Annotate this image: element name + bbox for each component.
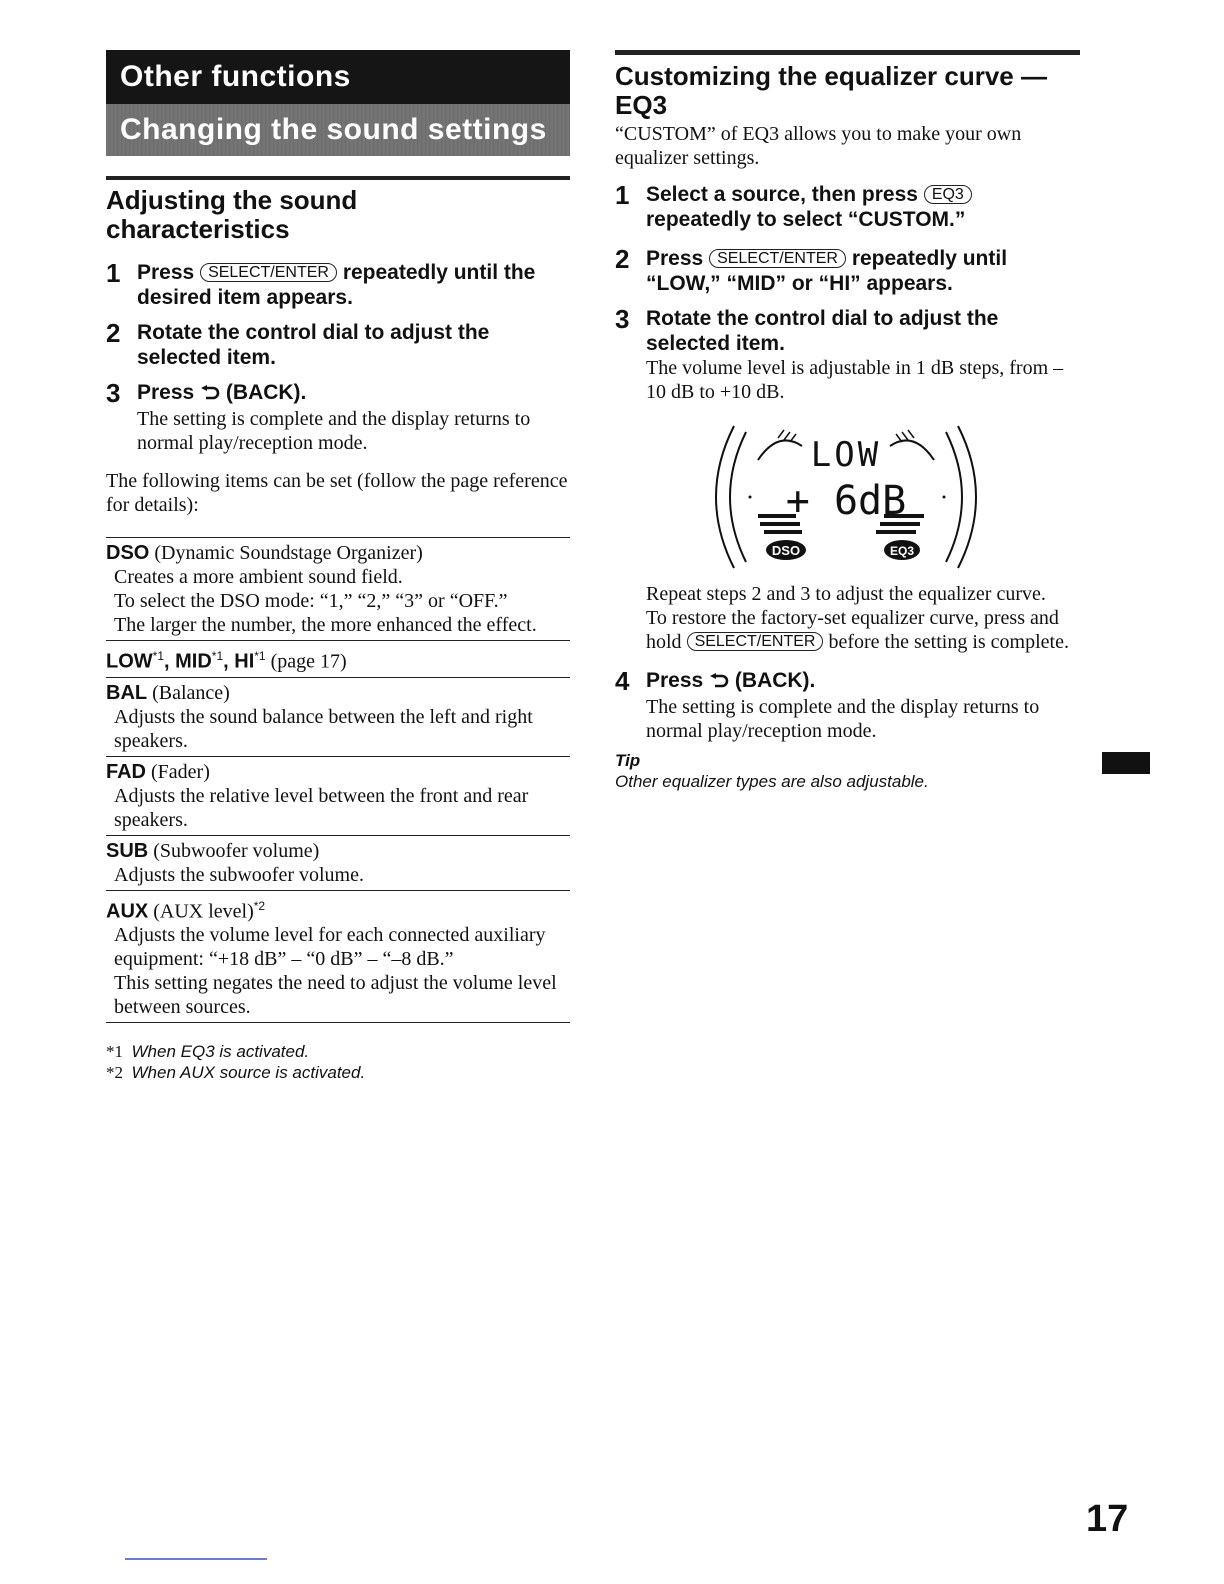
section-banner-title: Other functions <box>106 50 570 104</box>
item-key: FAD <box>106 760 146 783</box>
step-number: 2 <box>615 244 630 274</box>
item-label: (Balance) <box>152 681 230 704</box>
right-column <box>615 50 1080 793</box>
step-number: 2 <box>106 318 121 348</box>
item-key: MID <box>175 650 212 673</box>
tip-heading: Tip <box>615 751 641 770</box>
item-text: The larger the number, the more enhanced the effect. <box>114 614 537 636</box>
step-text: Rotate the control dial to adjust the selected item. <box>137 321 490 369</box>
item-key: AUX <box>106 900 149 923</box>
back-arrow-icon <box>200 382 220 407</box>
lcd-display-illustration <box>706 422 986 572</box>
right-step-1 <box>615 182 1080 232</box>
step-number: 4 <box>615 666 630 696</box>
right-step-4 <box>615 668 1080 743</box>
step-text: repeatedly until the desired item appears. <box>137 261 536 309</box>
footnote: *2 When AUX source is activated. <box>106 1063 366 1083</box>
step-description: The setting is complete and the display returns to normal play/reception mode. <box>646 696 1040 742</box>
dso-badge: DSO <box>771 543 801 558</box>
step-text: Press <box>646 669 704 692</box>
footnote-mark: *1 <box>152 649 164 663</box>
item-key: DSO <box>106 542 150 564</box>
step-text: repeatedly to select “CUSTOM.” <box>646 208 966 231</box>
select-enter-button-label: SELECT/ENTER <box>687 632 824 651</box>
item-label: (Subwoofer volume) <box>153 839 320 862</box>
left-step-2 <box>106 320 570 370</box>
select-enter-button-label: SELECT/ENTER <box>709 249 846 268</box>
step-description: The setting is complete and the display returns to normal play/reception mode. <box>137 408 531 454</box>
table-row <box>106 538 570 641</box>
left-column <box>106 50 570 1083</box>
items-intro: The following items can be set (follow the page reference for details): <box>106 470 568 516</box>
tip-text: Other equalizer types are also adjustable. <box>615 772 929 791</box>
item-text: This setting negates the need to adjust the volume level between sources. <box>114 972 557 1019</box>
footnote-mark: *2 <box>253 898 266 913</box>
step-text: Press <box>646 247 704 270</box>
section-banner-subtitle: Changing the sound settings <box>106 104 570 156</box>
left-step-3 <box>106 380 570 455</box>
table-row <box>106 678 570 757</box>
item-key: LOW <box>106 650 153 673</box>
item-key: SUB <box>106 839 149 862</box>
step-text: Press <box>137 261 195 284</box>
page-number: 17 <box>1086 1498 1129 1540</box>
back-arrow-icon <box>709 670 729 695</box>
step-text: Rotate the control dial to adjust the selected item. <box>646 307 999 355</box>
table-row <box>106 836 570 891</box>
table-row <box>106 891 570 1024</box>
step-text: (BACK). <box>734 669 816 692</box>
bottom-line <box>125 1558 267 1560</box>
footnotes <box>106 1041 570 1083</box>
right-step-2 <box>615 246 1080 296</box>
step-number: 1 <box>615 180 630 210</box>
item-text: Creates a more ambient sound field. <box>114 566 403 588</box>
step-number: 1 <box>106 258 121 288</box>
step-text: (BACK). <box>225 381 307 404</box>
right-intro: “CUSTOM” of EQ3 allows you to make your own equalizer settings. <box>615 123 1022 169</box>
right-step-3 <box>615 306 1080 654</box>
lcd-line-2: + 6dB <box>785 478 907 524</box>
left-heading: Adjusting the sound characteristics <box>106 185 358 244</box>
step-description: The volume level is adjustable in 1 dB steps, from –10 dB to +10 dB. <box>646 357 1064 403</box>
item-text: Adjusts the subwoofer volume. <box>114 863 364 886</box>
item-text: To select the DSO mode: “1,” “2,” “3” or “OFF.” <box>114 590 508 612</box>
item-label: (page 17) <box>270 650 347 673</box>
item-key: HI <box>234 650 255 673</box>
item-text: Adjusts the relative level between the front and rear speakers. <box>114 784 529 831</box>
table-row: LOW$^{*1}$, MID$^{*1}$, HI$^{*1}$ (page 17) <box>106 641 570 678</box>
step-text: Select a source, then press <box>646 183 918 206</box>
step-number: 3 <box>106 378 121 408</box>
item-label: (AUX level) <box>153 900 254 923</box>
left-step-1 <box>106 260 570 310</box>
thumb-tab-marker <box>1102 752 1150 774</box>
footnote: *1 When EQ3 is activated. <box>106 1042 310 1062</box>
repeat-text: Repeat steps 2 and 3 to adjust the equalizer curve. <box>646 583 1046 605</box>
step-number: 3 <box>615 304 630 334</box>
step-text: repeatedly until “LOW,” “MID” or “HI” appears. <box>646 247 1008 295</box>
item-label: (Dynamic Soundstage Organizer) <box>154 542 423 564</box>
right-heading: Customizing the equalizer curve — EQ3 <box>615 61 1047 120</box>
table-row <box>106 757 570 836</box>
footnote-mark: *1 <box>211 649 224 663</box>
item-key: BAL <box>106 681 148 704</box>
settings-table <box>106 537 570 1023</box>
heading-rule <box>615 50 1080 55</box>
eq3-button-label: EQ3 <box>924 185 972 204</box>
restore-text: To restore the factory-set equalizer curve, press and hold SELECT/ENTER before the setting is complete. <box>646 607 1069 653</box>
step-text: Press <box>137 381 195 404</box>
footnote-mark: *1 <box>254 649 266 663</box>
heading-rule <box>106 176 570 180</box>
item-text: Adjusts the sound balance between the left and right speakers. <box>114 705 533 752</box>
eq3-badge: EQ3 <box>889 544 915 558</box>
item-label: (Fader) <box>151 760 210 783</box>
item-text: Adjusts the volume level for each connected auxiliary equipment: “+18 dB” – “0 dB” – “–8 dB.” <box>114 924 546 971</box>
select-enter-button-label: SELECT/ENTER <box>200 263 337 282</box>
lcd-line-1: LOW <box>810 435 882 475</box>
